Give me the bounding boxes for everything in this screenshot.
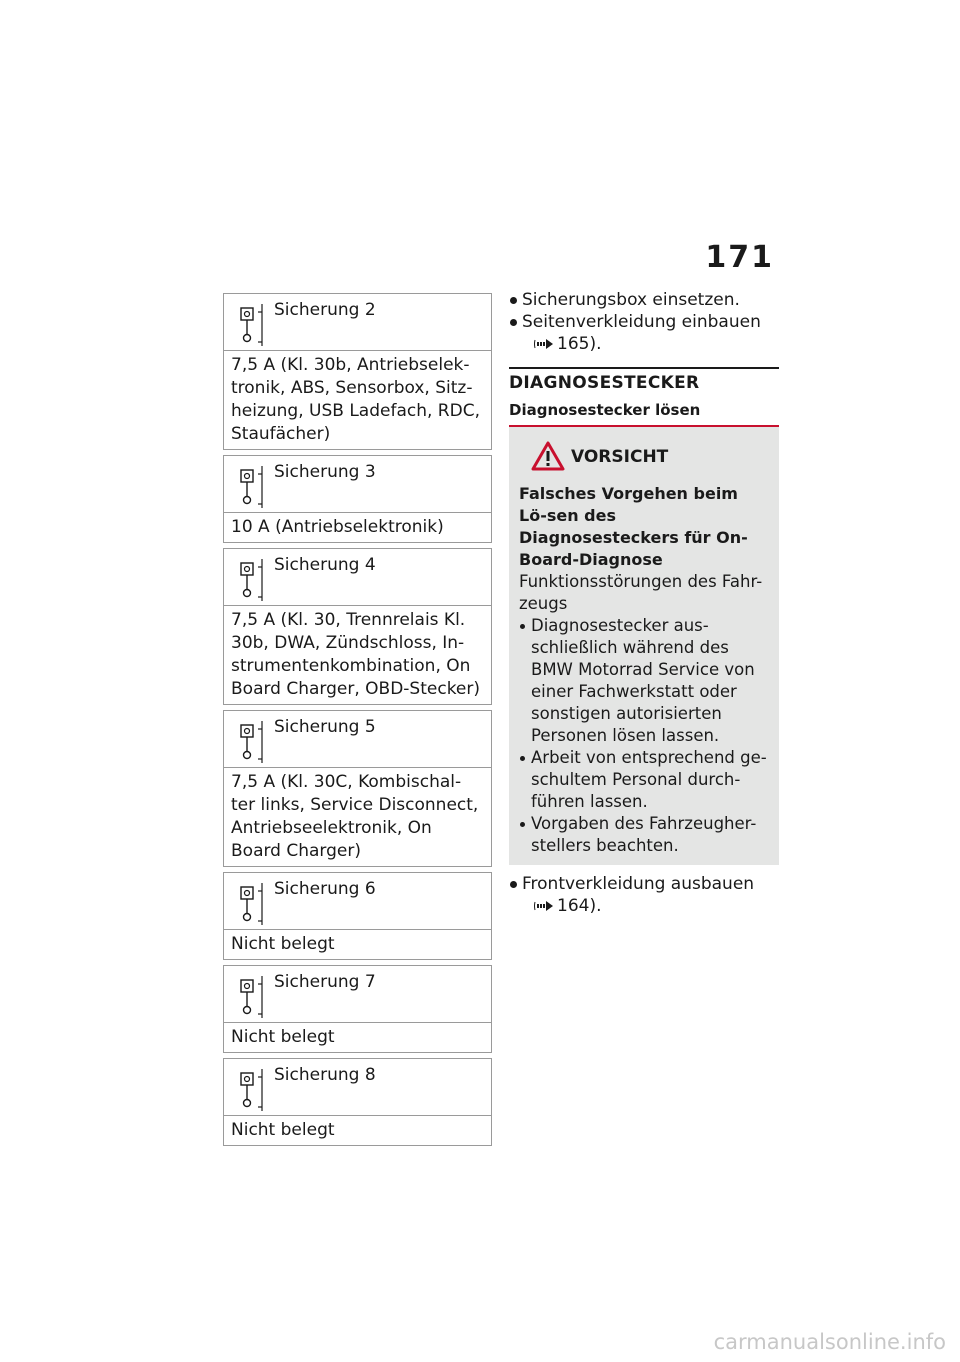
fuse-description: Nicht belegt: [231, 934, 335, 954]
warning-item: Diagnosestecker aus-schließlich während des BMW Motorrad Service von einer Fachwerkstatt oder sonstigen autorisierten Personen lösen lassen.: [519, 615, 769, 747]
section-title: DIAGNOSESTECKER: [509, 367, 779, 393]
fuse-description: Nicht belegt: [231, 1120, 335, 1140]
fuse-entry: [223, 710, 492, 867]
fuse-icon: [236, 302, 266, 348]
page-reference[interactable]: [522, 895, 601, 917]
fuse-icon: [236, 719, 266, 765]
fuse-entry: [223, 548, 492, 705]
reference-page: 164).: [557, 896, 602, 916]
warning-item: Vorgaben des Fahrzeugher-stellers beachten.: [519, 813, 769, 857]
fuse-description: 10 A (Antriebselektronik): [231, 517, 444, 537]
fuse-entry: [223, 965, 492, 1053]
fuse-title: Sicherung 4: [274, 555, 376, 575]
step-text: Sicherungsbox einsetzen.: [522, 290, 740, 310]
step-text: Frontverkleidung ausbauen: [522, 874, 755, 894]
arrow-right-icon: [534, 339, 554, 349]
warning-hazard: Falsches Vorgehen beim Lö-sen des Diagnosesteckers für On-Board-Diagnose: [519, 484, 748, 569]
fuse-icon: [236, 557, 266, 603]
step-text: Seitenverkleidung einbauen: [522, 312, 761, 332]
arrow-right-icon: [534, 901, 554, 911]
steps-bottom: [509, 873, 779, 917]
fuse-description: Nicht belegt: [231, 1027, 335, 1047]
steps-top: [509, 289, 779, 355]
fuse-title: Sicherung 7: [274, 972, 376, 992]
step-item: [509, 289, 779, 311]
warning-box: [509, 427, 779, 865]
fuse-entry: [223, 293, 492, 450]
fuse-title: Sicherung 6: [274, 879, 376, 899]
fuse-header: [224, 966, 491, 1023]
fuse-icon: [236, 464, 266, 510]
warning-header: [519, 441, 769, 481]
reference-page: 165).: [557, 334, 602, 354]
fuse-header: [224, 549, 491, 606]
fuse-title: Sicherung 2: [274, 300, 376, 320]
page-number: 171: [705, 240, 774, 275]
step-item: [509, 311, 779, 355]
fuse-table: [223, 293, 492, 1151]
fuse-icon: [236, 974, 266, 1020]
fuse-description: 7,5 A (Kl. 30, Trennrelais Kl. 30b, DWA, Zündschloss, In-strumentenkombination, On Board Charger, OBD-Stecker): [231, 610, 481, 699]
warning-triangle-icon: [531, 441, 565, 471]
subsection-title: Diagnosestecker lösen: [509, 401, 779, 427]
fuse-entry: [223, 872, 492, 960]
warning-consequence: Funktionsstörungen des Fahr-zeugs: [519, 572, 763, 613]
right-column: [509, 289, 779, 917]
warning-item: Arbeit von entsprechend ge-schultem Personal durch-führen lassen.: [519, 747, 769, 813]
page-reference[interactable]: [522, 333, 601, 355]
fuse-icon: [236, 881, 266, 927]
step-item: [509, 873, 779, 917]
fuse-icon: [236, 1067, 266, 1113]
fuse-entry: [223, 455, 492, 543]
fuse-header: [224, 1059, 491, 1116]
fuse-header: [224, 456, 491, 513]
fuse-description: 7,5 A (Kl. 30b, Antriebselek-tronik, ABS, Sensorbox, Sitz-heizung, USB Ladefach, RDC, Staufächer): [231, 355, 480, 444]
fuse-header: [224, 294, 491, 351]
fuse-title: Sicherung 3: [274, 462, 376, 482]
fuse-header: [224, 873, 491, 930]
fuse-description: 7,5 A (Kl. 30C, Kombischal-ter links, Service Disconnect, Antriebseelektronik, On Board Charger): [231, 772, 479, 861]
fuse-title: Sicherung 8: [274, 1065, 376, 1085]
watermark: carmanualsonline.info: [713, 1330, 946, 1354]
fuse-entry: [223, 1058, 492, 1146]
fuse-header: [224, 711, 491, 768]
warning-list: [519, 615, 769, 857]
fuse-title: Sicherung 5: [274, 717, 376, 737]
warning-title: VORSICHT: [571, 447, 669, 467]
